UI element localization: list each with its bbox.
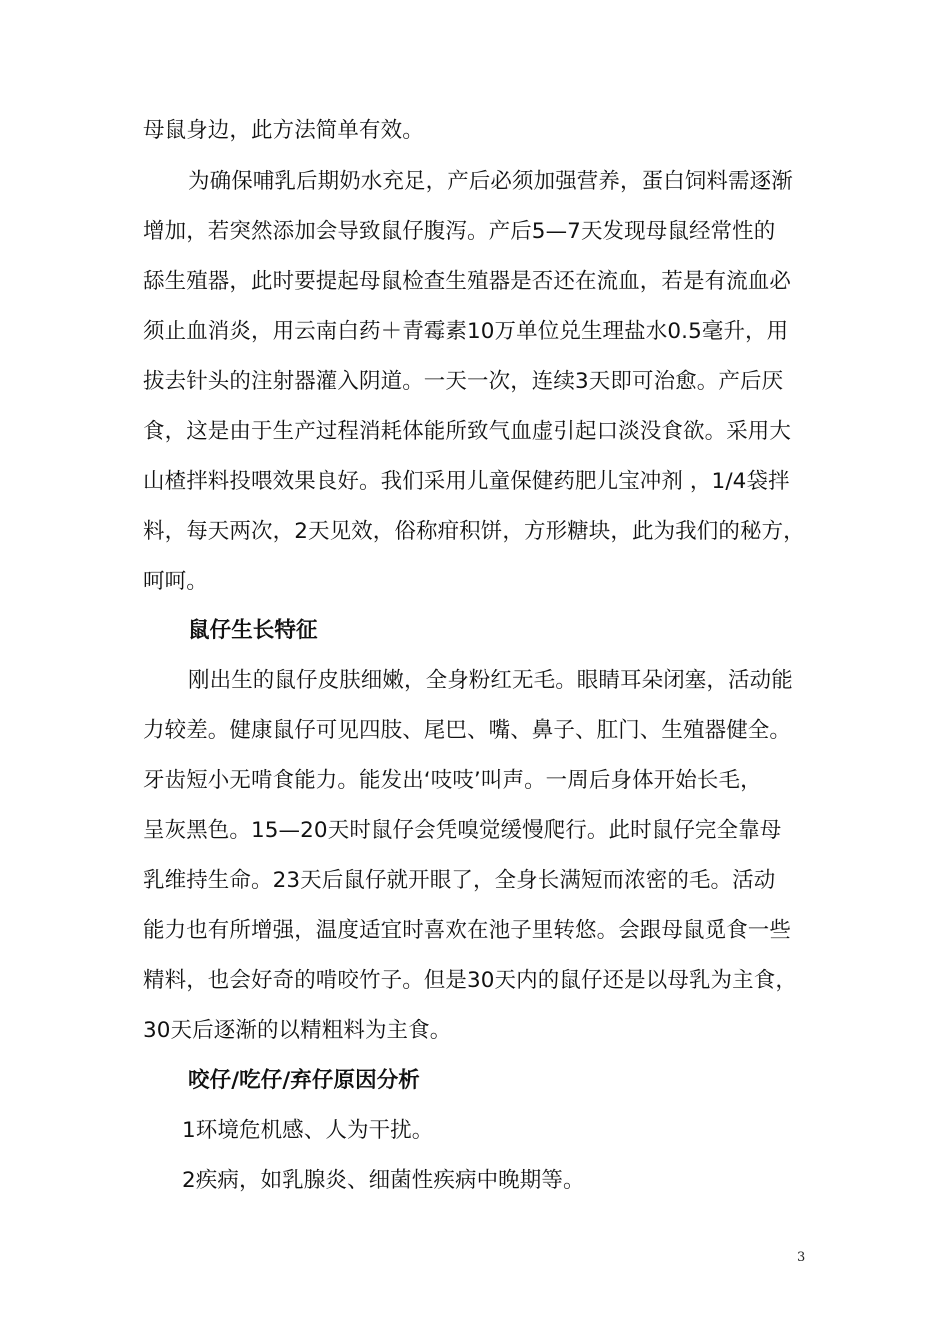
paragraph-line: 牙齿短小无啃食能力。能发出‘吱吱’叫声。一周后身体开始长毛， [143,768,762,793]
paragraph-line: 乳维持生命。23天后鼠仔就开眼了，全身长满短而浓密的毛。活动 [143,868,776,893]
paragraph-line: 山楂拌料投喂效果良好。我们采用儿童保健药肥儿宝冲剂 ，1/4袋拌 [143,469,790,494]
list-item: 1环境危机感、人为干扰。 [182,1118,434,1143]
paragraph-line: 30天后逐渐的以精粗料为主食。 [143,1018,452,1043]
paragraph-line: 能力也有所增强，温度适宜时喜欢在池子里转悠。会跟母鼠觅食一些 [143,918,792,943]
list-item: 2疾病，如乳腺炎、细菌性疾病中晚期等。 [182,1168,585,1193]
section-heading: 咬仔/吃仔/弃仔原因分析 [188,1068,420,1093]
paragraph-line: 须止血消炎，用云南白药＋青霉素10万单位兑生理盐水0.5毫升，用 [143,319,789,344]
section-heading: 鼠仔生长特征 [188,618,318,643]
paragraph-line: 食，这是由于生产过程消耗体能所致气血虚引起口淡没食欲。采用大 [143,419,792,444]
paragraph-line: 母鼠身边，此方法简单有效。 [143,118,424,143]
paragraph-line: 为确保哺乳后期奶水充足，产后必须加强营养，蛋白饲料需逐渐 [188,169,793,194]
paragraph-line: 力较差。健康鼠仔可见四肢、尾巴、嘴、鼻子、肛门、生殖器健全。 [143,718,792,743]
page-number: 3 [797,1250,806,1265]
paragraph-line: 呈灰黑色。15—20天时鼠仔会凭嗅觉缓慢爬行。此时鼠仔完全靠母 [143,818,782,843]
paragraph-line: 舔生殖器，此时要提起母鼠检查生殖器是否还在流血，若是有流血必 [143,269,792,294]
paragraph-line: 呵呵。 [143,569,208,594]
paragraph-line: 刚出生的鼠仔皮肤细嫩，全身粉红无毛。眼睛耳朵闭塞，活动能 [188,668,793,693]
paragraph-line: 精料，也会好奇的啃咬竹子。但是30天内的鼠仔还是以母乳为主食， [143,968,797,993]
paragraph-line: 拔去针头的注射器灌入阴道。一天一次，连续3天即可治愈。产后厌 [143,369,784,394]
paragraph-line: 增加，若突然添加会导致鼠仔腹泻。产后5—7天发现母鼠经常性的 [143,219,776,244]
paragraph-line: 料，每天两次，2天见效，俗称疳积饼，方形糖块，此为我们的秘方， [143,519,805,544]
